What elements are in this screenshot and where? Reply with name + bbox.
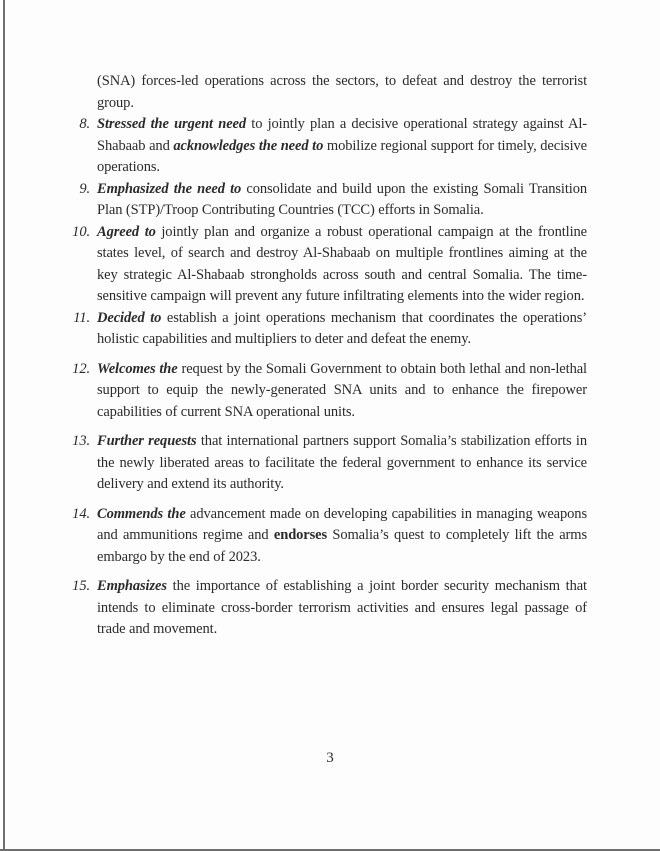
list-item: [72, 576, 587, 641]
text-run: Decided to: [97, 309, 162, 326]
text-run: consolidate and build upon the existing Somali Transition Plan (STP)/Troop Contributing Countries (TCC) efforts in Somalia.: [97, 180, 587, 218]
text-run: Commends the: [97, 505, 186, 522]
text-run: the importance of establishing a joint border security mechanism that intends to eliminate cross-border terrorism activities and ensures legal passage of trade and movement.: [97, 578, 587, 637]
text-run: Welcomes the: [97, 360, 178, 377]
list-item: [79, 114, 587, 179]
list-item: [72, 504, 588, 569]
text-run: Agreed to: [97, 223, 156, 240]
list-item: [72, 431, 588, 496]
text-run: Stressed the urgent need: [97, 116, 247, 132]
item-number: 11.: [73, 309, 90, 326]
item-number: 8.: [79, 116, 90, 132]
text-run: Emphasizes: [97, 578, 167, 594]
item-number: 10.: [72, 223, 90, 240]
item-number: 9.: [79, 180, 90, 197]
text-run: jointly plan and organize a robust operational campaign at the frontline states level, of search and destroy Al-Shabaab on multiple frontlines aiming at the key strategic Al-Shabaab strongholds across south and central Somalia. The time-sensitive campaign will prevent any future infiltrating elements into the wider region.: [97, 223, 587, 304]
item-number: 15.: [72, 578, 90, 594]
text-run: acknowledges the need to: [173, 137, 324, 154]
item-number: 12.: [72, 360, 90, 377]
continuation-paragraph: (SNA) forces-led operations across the sectors, to defeat and destroy the terrorist group.: [97, 73, 587, 111]
item-number: 13.: [72, 433, 90, 449]
text-run: Emphasized the need to: [97, 180, 242, 197]
document-body: [72, 71, 588, 641]
list-item: [79, 179, 587, 222]
list-item: [73, 308, 587, 351]
text-run: Further requests: [97, 433, 197, 449]
list-item: [72, 222, 587, 308]
list-item: [72, 359, 587, 424]
text-run: that international partners support Somalia’s stabilization efforts in the newly liberated areas to facilitate the federal government to enhance its service delivery and extend its authority.: [97, 433, 588, 492]
text-run: establish a joint operations mechanism that coordinates the operations’ holistic capabilities and multipliers to deter and defeat the enemy.: [97, 309, 587, 347]
item-number: 14.: [72, 505, 90, 522]
text-run: to jointly plan a decisive operational strategy against Al-Shabaab and: [97, 116, 587, 154]
page-number: 3: [326, 750, 334, 766]
text-run: Somalia’s quest to completely lift the arms embargo by the end of 2023.: [97, 527, 588, 565]
resolution-list: [72, 114, 588, 641]
text-run: endorses: [273, 527, 328, 543]
text-run: mobilize regional support for timely, decisive operations.: [97, 137, 587, 175]
scan-edge-left: [3, 0, 5, 851]
text-run: advancement made on developing capabilities in managing weapons and ammunitions regime and: [97, 505, 588, 543]
text-run: request by the Somali Government to obtain both lethal and non-lethal support to equip the newly-generated SNA units and to enhance the firepower capabilities of current SNA operational units.: [97, 360, 587, 420]
